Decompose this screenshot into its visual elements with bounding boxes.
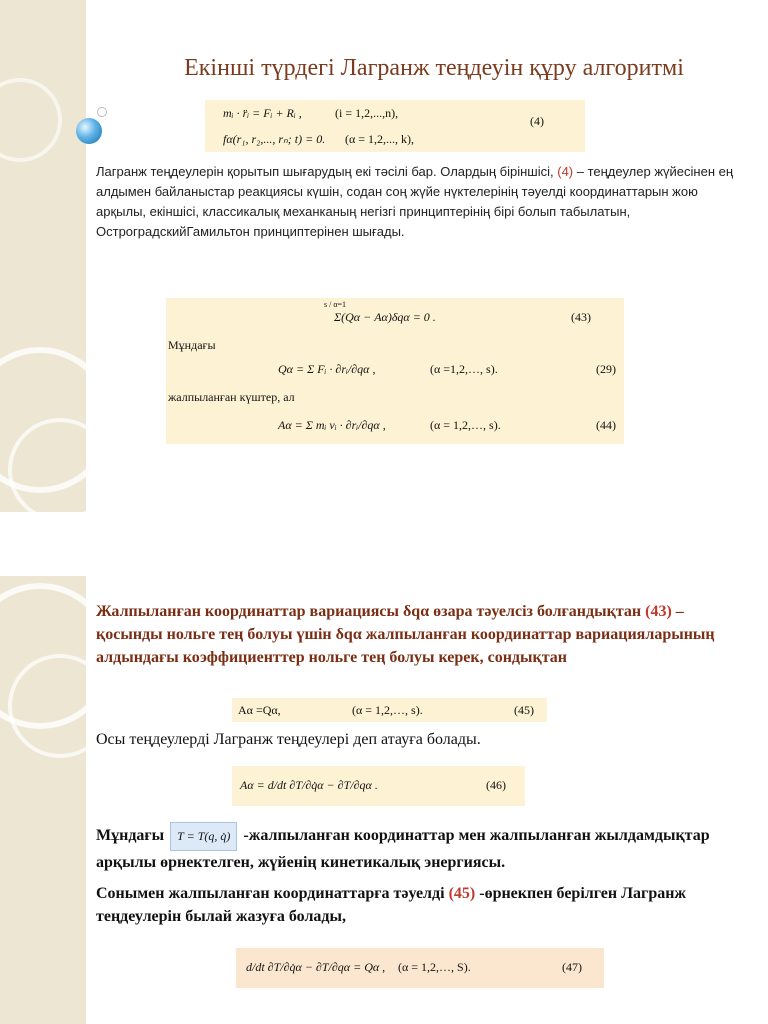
lagrange-text-1: Сонымен жалпыланған координаттарға тәуелді: [96, 885, 449, 902]
variation-paragraph: [96, 600, 746, 669]
equation-4-line1: mᵢ · r̈ᵢ = Fᵢ + Rᵢ ,: [223, 106, 302, 120]
equation-46: Aα = d/dt ∂T/∂q̇α − ∂T/∂qα .: [240, 778, 378, 792]
intro-ref-4: (4): [557, 164, 574, 179]
left-decor-band-2: [0, 576, 86, 1024]
equation-45-range: (α = 1,2,…, s).: [352, 703, 423, 717]
intro-text-1: Лагранж теңдеулерін қорытып шығарудың екі тәсілі бар. Олардың біріншісі,: [96, 164, 558, 179]
equation-43-limits: s / α=1: [324, 300, 347, 309]
equation-4-box: [205, 100, 585, 152]
equation-4-line2: fα(r₁, r₂,..., rₙ; t) = 0.: [223, 132, 326, 146]
lagrange-form-paragraph: [96, 882, 756, 928]
intro-text-2: – теңдеулер жүйесінен ең алдымен байланыстар реакциясы күшін, содан соң жүйе нүктелерінің тәуелді координаттарын жою арқылы, екіншісі, классикалық механканың негізгі принциптерінің бірі болып табылатын, ОстроградскийГамильтон принциптерінен шығады.: [96, 164, 734, 239]
slide-title: Екінші түрдегі Лагранж теңдеуін құру алгоритмі: [184, 55, 684, 81]
equation-47: d/dt ∂T/∂q̇α − ∂T/∂qα = Qα ,: [246, 960, 386, 974]
equation-29: Qα = Σ Fᵢ · ∂rᵢ/∂qα ,: [278, 362, 376, 376]
equation-44: Aα = Σ mᵢ vᵢ · ∂rᵢ/∂qα ,: [278, 418, 386, 432]
equation-4-line1-range: (i = 1,2,...,n),: [335, 106, 399, 120]
variation-text-2: –қосынды нольге тең болуы үшін δqα жалпыланған координаттар вариацияларының алдындағы коэффициенттер нольге тең болуы керек, сондықтан: [96, 603, 715, 666]
lagrange-ref-45: (45): [448, 885, 476, 902]
blue-ball-icon: [76, 118, 102, 144]
equation-47-box: [236, 948, 604, 988]
left-decor-band: [0, 0, 86, 512]
equation-45-box: [232, 698, 547, 722]
equation-45-number: (45): [514, 703, 534, 717]
equation-45: Aα =Qα,: [238, 703, 281, 717]
equation-47-range: (α = 1,2,…, S).: [398, 960, 471, 974]
intro-paragraph: [96, 162, 736, 242]
equation-29-range: (α =1,2,…, s).: [430, 362, 498, 376]
equation-4-number: (4): [530, 114, 544, 128]
label-generalized-forces: жалпыланған күштер, ал: [168, 390, 295, 404]
equation-44-range: (α = 1,2,…, s).: [430, 418, 501, 432]
kinetic-energy-paragraph: [96, 822, 756, 874]
variation-ref-43: (43): [645, 603, 672, 620]
label-where: Мұндағы: [168, 338, 216, 352]
variation-text-1: Жалпыланған координаттар вариациясы δqα өзара тәуелсіз болғандықтан: [96, 603, 646, 620]
slide-gap: [0, 512, 768, 576]
equation-44-number: (44): [596, 418, 616, 432]
lagrange-equations-sentence: Осы теңдеулерді Лагранж теңдеулері деп атауға болады.: [96, 731, 481, 748]
equation-4-line2-range: (α = 1,2,..., k),: [345, 132, 415, 146]
equation-43-number: (43): [571, 310, 591, 324]
equation-46-number: (46): [486, 778, 506, 792]
slide-2: [0, 576, 768, 1024]
equation-46-box: [232, 766, 525, 806]
equation-29-number: (29): [596, 362, 616, 376]
equations-43-29-44-box: [166, 298, 624, 444]
equation-47-number: (47): [562, 960, 582, 974]
kinetic-energy-formula: T = T(q, q̇): [170, 822, 237, 851]
equation-43: Σ(Qα − Aα)δqα = 0 .: [334, 310, 436, 324]
lagrange-text-2: -өрнекпен берілген Лагранж теңдеулерін былай жазуға болады,: [96, 885, 687, 925]
kinetic-text-1: Мұндағы: [96, 827, 165, 844]
small-ball-icon: [97, 107, 107, 117]
kinetic-text-2: -жалпыланған координаттар мен жалпыланған жылдамдықтар арқылы өрнектелген, жүйенің кинетикалық энергиясы.: [96, 827, 710, 871]
